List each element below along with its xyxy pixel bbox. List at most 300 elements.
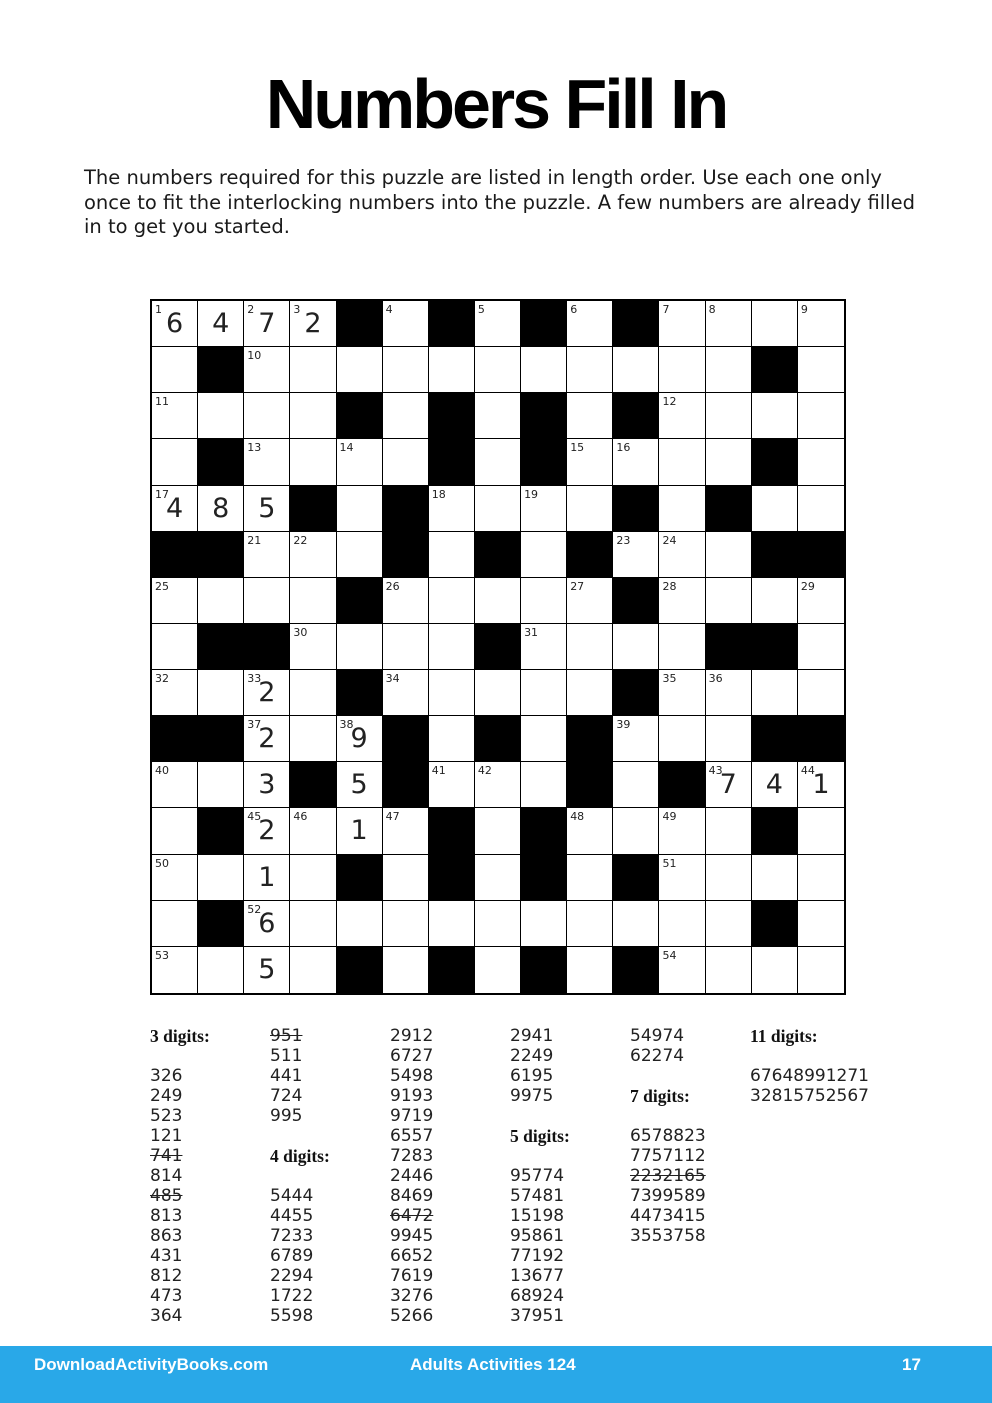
clue-number: 25 — [155, 579, 169, 593]
grid-cell[interactable] — [706, 532, 752, 578]
list-item: 9193 — [390, 1086, 434, 1106]
list-item: 6652 — [390, 1246, 434, 1266]
grid-cell[interactable] — [244, 855, 290, 901]
grid-cell[interactable] — [475, 670, 521, 716]
grid-cell[interactable] — [613, 762, 659, 808]
grid-cell[interactable] — [659, 716, 705, 762]
grid-cell[interactable] — [798, 486, 844, 532]
clue-number: 49 — [662, 810, 677, 824]
list-item: 13677 — [510, 1266, 565, 1286]
list-item: 523 — [150, 1106, 183, 1126]
list-item: 441 — [270, 1066, 303, 1086]
number-list-column — [630, 1026, 748, 1246]
grid-cell[interactable] — [244, 808, 290, 854]
clue-number: 43 — [708, 764, 723, 778]
grid-cell[interactable] — [429, 486, 475, 532]
grid-cell-black — [567, 762, 613, 808]
grid-cell[interactable] — [475, 855, 521, 901]
clue-number: 3 — [293, 303, 301, 316]
grid-cell[interactable] — [567, 901, 613, 947]
grid-cell[interactable] — [798, 762, 844, 808]
list-item: 3553758 — [630, 1226, 706, 1246]
grid-cell[interactable] — [383, 947, 429, 993]
grid-cell-black — [752, 624, 798, 670]
grid-cell-black — [613, 670, 659, 716]
clue-number: 1 — [155, 303, 162, 316]
list-item: 724 — [270, 1086, 303, 1106]
grid-cell[interactable] — [798, 901, 844, 947]
grid-cell[interactable] — [521, 624, 567, 670]
grid-cell[interactable] — [475, 439, 521, 485]
grid-cell[interactable] — [706, 347, 752, 393]
list-item: 995 — [270, 1106, 303, 1126]
grid-cell[interactable] — [798, 301, 844, 347]
grid-cell[interactable] — [567, 947, 613, 993]
grid-cell[interactable] — [567, 347, 613, 393]
instructions: The numbers required for this puzzle are listed in length order. Use each one only once to fit the interlocking numbers into the puzzle. A few numbers are already filled in to get you started. — [84, 166, 915, 238]
grid-cell[interactable] — [659, 532, 705, 578]
list-item: 2294 — [270, 1266, 314, 1286]
grid-cell[interactable] — [752, 393, 798, 439]
given-digit: 2 — [304, 308, 322, 339]
list-item: 863 — [150, 1226, 183, 1246]
grid-cell[interactable] — [290, 532, 336, 578]
grid-cell[interactable] — [383, 301, 429, 347]
clue-number: 42 — [477, 764, 492, 778]
grid-cell[interactable] — [429, 624, 475, 670]
grid-cell[interactable] — [152, 578, 198, 624]
given-digit: 4 — [765, 769, 783, 801]
grid-cell[interactable] — [567, 808, 613, 854]
given-digit: 5 — [350, 769, 368, 801]
grid-cell[interactable] — [290, 301, 336, 347]
list-item: 68924 — [510, 1286, 565, 1306]
given-digit: 9 — [350, 723, 368, 755]
list-item: 7757112 — [630, 1146, 706, 1166]
number-lists — [150, 1026, 910, 1326]
grid-cell-black — [198, 532, 244, 578]
grid-cell[interactable] — [337, 762, 383, 808]
given-digit: 2 — [258, 677, 276, 709]
grid-cell[interactable] — [475, 808, 521, 854]
list-item: 6557 — [390, 1126, 434, 1146]
grid-cell[interactable] — [198, 762, 244, 808]
list-item: 9975 — [510, 1086, 554, 1106]
grid-cell[interactable] — [567, 578, 613, 624]
grid-cell[interactable] — [429, 670, 475, 716]
clue-number: 7 — [662, 303, 670, 316]
grid-cell[interactable] — [337, 808, 383, 854]
grid-cell[interactable] — [152, 393, 198, 439]
grid-cell[interactable] — [198, 486, 244, 532]
grid-cell[interactable] — [337, 624, 383, 670]
grid-cell[interactable] — [429, 578, 475, 624]
clue-number: 46 — [293, 810, 308, 824]
given-digit: 5 — [258, 492, 276, 524]
grid-cell-black — [798, 532, 844, 578]
number-list-column — [390, 1026, 508, 1326]
grid-cell[interactable] — [659, 808, 705, 854]
clue-number: 23 — [616, 533, 631, 547]
grid-cell-black — [337, 578, 383, 624]
grid-cell[interactable] — [613, 347, 659, 393]
grid-cell[interactable] — [152, 624, 198, 670]
grid-cell-black — [706, 486, 752, 532]
list-item: 2446 — [390, 1166, 434, 1186]
list-item — [510, 1146, 628, 1166]
grid-cell[interactable] — [706, 855, 752, 901]
grid-cell[interactable] — [752, 486, 798, 532]
grid-cell-black — [613, 578, 659, 624]
grid-cell[interactable] — [798, 624, 844, 670]
grid-cell[interactable] — [290, 947, 336, 993]
list-item: 95861 — [510, 1226, 565, 1246]
grid-cell[interactable] — [244, 670, 290, 716]
grid-cell[interactable] — [521, 716, 567, 762]
grid-cell[interactable] — [383, 808, 429, 854]
list-item: 5444 — [270, 1186, 314, 1206]
grid-cell[interactable] — [659, 901, 705, 947]
footer-site[interactable]: DownloadActivityBooks.com — [34, 1355, 269, 1374]
grid-cell-black — [752, 716, 798, 762]
grid-cell[interactable] — [567, 439, 613, 485]
grid-cell[interactable] — [475, 762, 521, 808]
grid-cell[interactable] — [798, 578, 844, 624]
grid-cell[interactable] — [659, 855, 705, 901]
list-item: 473 — [150, 1286, 183, 1306]
grid-cell[interactable] — [152, 855, 198, 901]
grid-cell[interactable] — [244, 947, 290, 993]
clue-number: 16 — [616, 441, 631, 455]
grid-cell-black — [521, 808, 567, 854]
list-item — [510, 1106, 628, 1126]
grid-cell-black — [521, 855, 567, 901]
list-item: 9945 — [390, 1226, 434, 1246]
list-item: 15198 — [510, 1206, 565, 1226]
grid-cell[interactable] — [521, 347, 567, 393]
list-heading: 3 digits: — [150, 1026, 210, 1046]
list-item: 6195 — [510, 1066, 554, 1086]
clue-number: 11 — [155, 395, 169, 409]
list-item: 32815752567 — [750, 1086, 869, 1106]
grid-cell[interactable] — [383, 439, 429, 485]
grid-cell[interactable] — [290, 439, 336, 485]
list-item: 121 — [150, 1126, 183, 1146]
given-digit: 2 — [258, 815, 276, 847]
clue-number: 30 — [293, 625, 308, 639]
grid-cell[interactable] — [567, 624, 613, 670]
clue-number: 53 — [155, 948, 169, 962]
grid-cell[interactable] — [383, 393, 429, 439]
grid-cell[interactable] — [798, 947, 844, 993]
grid-cell[interactable] — [198, 670, 244, 716]
grid-cell[interactable] — [244, 532, 290, 578]
grid-cell-black — [383, 486, 429, 532]
grid-cell[interactable] — [521, 901, 567, 947]
grid-cell[interactable] — [337, 716, 383, 762]
grid-cell[interactable] — [152, 670, 198, 716]
list-item: 5266 — [390, 1306, 434, 1326]
grid-cell[interactable] — [337, 532, 383, 578]
grid-cell[interactable] — [798, 670, 844, 716]
grid-cell-black — [337, 670, 383, 716]
list-item: 7619 — [390, 1266, 434, 1286]
list-item — [270, 1126, 388, 1146]
grid-cell[interactable] — [244, 439, 290, 485]
grid-cell[interactable] — [290, 624, 336, 670]
list-heading: 7 digits: — [630, 1086, 690, 1106]
grid-cell[interactable] — [706, 578, 752, 624]
grid-cell[interactable] — [475, 901, 521, 947]
grid-cell[interactable] — [475, 347, 521, 393]
grid-cell-black — [429, 855, 475, 901]
grid-cell[interactable] — [152, 439, 198, 485]
number-list-column — [270, 1026, 388, 1326]
clue-number: 5 — [477, 303, 485, 316]
grid-cell[interactable] — [521, 762, 567, 808]
clue-number: 10 — [247, 349, 262, 363]
grid-cell[interactable] — [244, 393, 290, 439]
grid-cell[interactable] — [337, 486, 383, 532]
grid-cell[interactable] — [152, 347, 198, 393]
clue-number: 40 — [155, 764, 169, 778]
grid-cell[interactable] — [567, 670, 613, 716]
clue-number: 17 — [155, 487, 169, 501]
grid-cell[interactable] — [659, 393, 705, 439]
grid-cell[interactable] — [429, 347, 475, 393]
grid-cell[interactable] — [198, 393, 244, 439]
grid-cell[interactable] — [752, 947, 798, 993]
grid-cell[interactable] — [567, 393, 613, 439]
grid-cell[interactable] — [337, 439, 383, 485]
grid-cell[interactable] — [290, 855, 336, 901]
list-item: 57481 — [510, 1186, 565, 1206]
grid-cell[interactable] — [706, 901, 752, 947]
grid-cell-black — [752, 901, 798, 947]
grid-cell[interactable] — [475, 486, 521, 532]
grid-cell[interactable] — [659, 624, 705, 670]
grid-cell[interactable] — [337, 901, 383, 947]
grid-cell[interactable] — [521, 532, 567, 578]
grid-cell-black — [198, 716, 244, 762]
grid-cell-black — [521, 947, 567, 993]
grid-cell[interactable] — [798, 808, 844, 854]
clue-number: 12 — [662, 395, 677, 409]
grid-cell[interactable] — [290, 393, 336, 439]
clue-number: 27 — [570, 579, 585, 593]
clue-number: 18 — [431, 487, 446, 501]
grid-cell-black — [752, 439, 798, 485]
grid-cell[interactable] — [613, 716, 659, 762]
grid-cell[interactable] — [659, 947, 705, 993]
clue-number: 33 — [247, 672, 262, 686]
grid-cell[interactable] — [752, 855, 798, 901]
grid-cell-black — [475, 716, 521, 762]
grid-cell[interactable] — [706, 393, 752, 439]
grid-cell[interactable] — [475, 301, 521, 347]
list-item: 741 — [150, 1146, 183, 1166]
clue-number: 35 — [662, 672, 677, 686]
grid-cell-black — [198, 808, 244, 854]
grid-cell[interactable] — [798, 855, 844, 901]
grid-cell[interactable] — [244, 347, 290, 393]
clue-number: 28 — [662, 579, 677, 593]
grid-cell[interactable] — [198, 578, 244, 624]
grid-cell[interactable] — [198, 947, 244, 993]
grid-cell[interactable] — [567, 301, 613, 347]
grid-cell[interactable] — [659, 301, 705, 347]
list-item: 9719 — [390, 1106, 434, 1126]
grid-cell[interactable] — [659, 486, 705, 532]
grid-cell-black — [475, 624, 521, 670]
grid-cell[interactable] — [383, 901, 429, 947]
list-item: 6789 — [270, 1246, 314, 1266]
grid-cell[interactable] — [752, 762, 798, 808]
grid-cell[interactable] — [521, 670, 567, 716]
grid-cell-black — [383, 716, 429, 762]
given-digit: 1 — [350, 815, 368, 847]
list-item: 62274 — [630, 1046, 685, 1066]
list-item: 2249 — [510, 1046, 554, 1066]
grid-cell-black — [567, 532, 613, 578]
grid-cell-black — [706, 624, 752, 670]
grid-cell-black — [613, 301, 659, 347]
list-item: 4473415 — [630, 1206, 706, 1226]
grid-cell[interactable] — [152, 762, 198, 808]
clue-number: 37 — [247, 718, 262, 732]
grid-cell-black — [244, 624, 290, 670]
list-item: 431 — [150, 1246, 183, 1266]
grid-cell[interactable] — [613, 624, 659, 670]
given-digit: 4 — [212, 308, 230, 339]
grid-cell[interactable] — [613, 439, 659, 485]
given-digit: 7 — [719, 769, 737, 801]
grid-cell-black — [429, 301, 475, 347]
list-item: 5498 — [390, 1066, 434, 1086]
grid-cell[interactable] — [244, 716, 290, 762]
grid-cell[interactable] — [752, 670, 798, 716]
grid-cell[interactable] — [244, 762, 290, 808]
grid-cell[interactable] — [290, 716, 336, 762]
footer-book: Adults Activities 124 — [410, 1355, 576, 1374]
grid-cell[interactable] — [383, 347, 429, 393]
list-item — [630, 1106, 748, 1126]
clue-number: 45 — [247, 810, 262, 824]
grid-cell[interactable] — [429, 532, 475, 578]
grid-cell[interactable] — [244, 901, 290, 947]
list-item: 485 — [150, 1186, 183, 1206]
clue-number: 38 — [339, 718, 354, 732]
grid-cell-black — [752, 808, 798, 854]
grid-cell[interactable] — [706, 762, 752, 808]
grid-cell[interactable] — [613, 808, 659, 854]
grid-cell[interactable] — [152, 301, 198, 347]
grid-cell[interactable] — [798, 393, 844, 439]
grid-cell[interactable] — [244, 301, 290, 347]
clue-number: 54 — [662, 948, 677, 962]
grid-cell[interactable] — [706, 301, 752, 347]
grid-cell-black — [198, 624, 244, 670]
grid-cell[interactable] — [706, 670, 752, 716]
grid-cell[interactable] — [659, 347, 705, 393]
grid-cell[interactable] — [290, 347, 336, 393]
grid-cell[interactable] — [567, 486, 613, 532]
grid-cell[interactable] — [798, 439, 844, 485]
clue-number: 26 — [385, 579, 400, 593]
grid-cell[interactable] — [706, 947, 752, 993]
grid-cell-black — [613, 486, 659, 532]
grid-cell[interactable] — [567, 855, 613, 901]
list-item: 2912 — [390, 1026, 434, 1046]
grid-cell[interactable] — [383, 578, 429, 624]
list-item: 7233 — [270, 1226, 314, 1246]
number-list-column — [750, 1026, 868, 1106]
grid-cell[interactable] — [244, 486, 290, 532]
grid-cell[interactable] — [613, 532, 659, 578]
grid-cell[interactable] — [290, 808, 336, 854]
grid-cell[interactable] — [475, 578, 521, 624]
grid-cell[interactable] — [429, 716, 475, 762]
clue-number: 15 — [570, 441, 585, 455]
grid-cell[interactable] — [383, 670, 429, 716]
grid-cell[interactable] — [383, 855, 429, 901]
grid-cell[interactable] — [244, 578, 290, 624]
grid-cell[interactable] — [706, 716, 752, 762]
grid-cell[interactable] — [152, 486, 198, 532]
grid-cell-black — [521, 301, 567, 347]
clue-number: 19 — [524, 487, 539, 501]
grid-cell[interactable] — [659, 578, 705, 624]
grid-cell[interactable] — [659, 439, 705, 485]
grid-cell[interactable] — [198, 855, 244, 901]
grid-cell[interactable] — [337, 347, 383, 393]
grid-cell[interactable] — [475, 947, 521, 993]
grid-cell[interactable] — [521, 486, 567, 532]
grid-cell[interactable] — [152, 808, 198, 854]
grid-cell-black — [152, 716, 198, 762]
grid-cell-black — [613, 947, 659, 993]
grid-cell[interactable] — [429, 901, 475, 947]
grid-cell[interactable] — [198, 301, 244, 347]
grid-cell[interactable] — [706, 808, 752, 854]
list-item: 6727 — [390, 1046, 434, 1066]
grid-cell-black — [613, 855, 659, 901]
grid-cell[interactable] — [521, 578, 567, 624]
footer-bar — [0, 1346, 992, 1403]
grid-cell[interactable] — [613, 901, 659, 947]
grid-cell[interactable] — [706, 439, 752, 485]
grid-cell[interactable] — [429, 762, 475, 808]
grid-cell-black — [337, 301, 383, 347]
grid-cell[interactable] — [752, 578, 798, 624]
grid-cell[interactable] — [290, 578, 336, 624]
grid-cell-black — [337, 855, 383, 901]
grid-cell[interactable] — [152, 947, 198, 993]
list-item: 2941 — [510, 1026, 554, 1046]
grid-cell[interactable] — [659, 670, 705, 716]
grid-cell-black — [429, 393, 475, 439]
grid-cell[interactable] — [798, 347, 844, 393]
grid-cell[interactable] — [383, 624, 429, 670]
grid-cell[interactable] — [152, 901, 198, 947]
grid-cell-black — [752, 532, 798, 578]
grid-cell-black — [613, 393, 659, 439]
list-item: 951 — [270, 1026, 303, 1046]
grid-cell[interactable] — [752, 301, 798, 347]
grid-cell[interactable] — [290, 901, 336, 947]
grid-cell[interactable] — [475, 393, 521, 439]
grid-cell[interactable] — [290, 670, 336, 716]
